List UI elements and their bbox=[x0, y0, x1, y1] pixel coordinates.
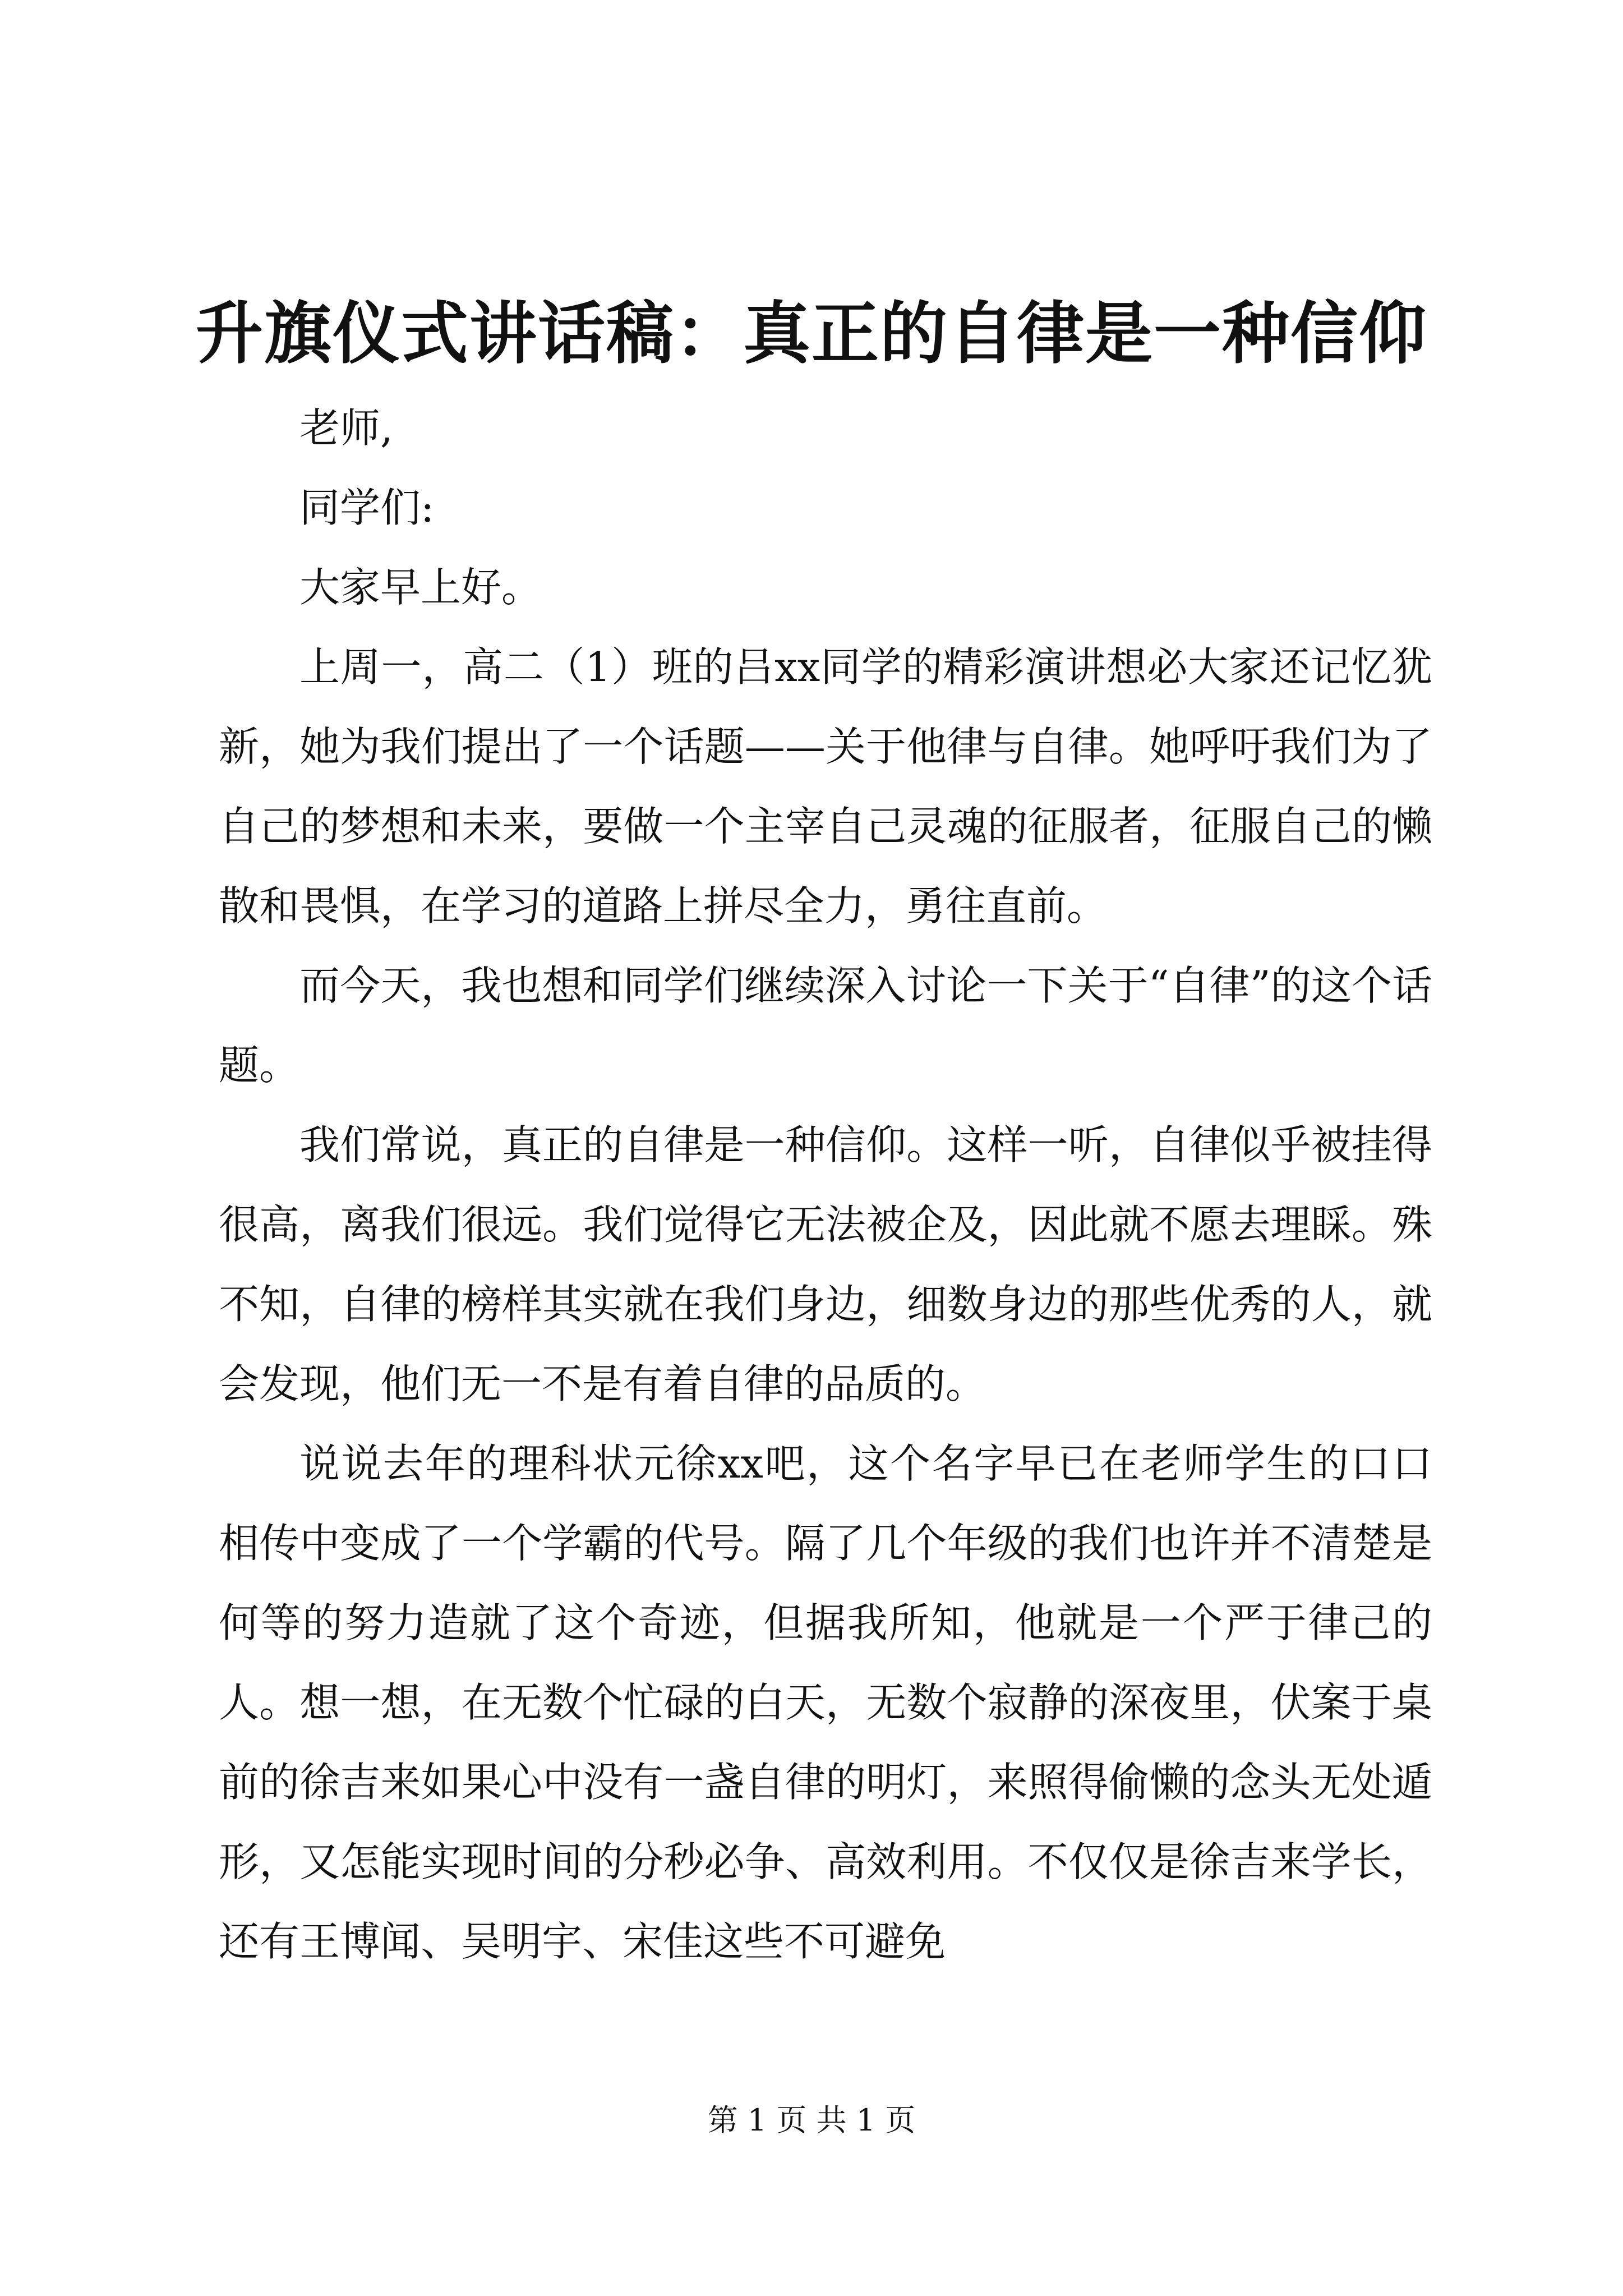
body-paragraph: 我们常说，真正的自律是一种信仰。这样一听，自律似乎被挂得很高，离我们很远。我们觉得它无法被企及，因此就不愿去理睬。殊不知，自律的榜样其实就在我们身边，细数身边的那些优秀的人，就会发现，他们无一不是有着自律的品质的。 bbox=[219, 1121, 1432, 1407]
body-paragraph: 上周一，高二（1）班的吕xx同学的精彩演讲想必大家还记忆犹新，她为我们提出了一个话题——关于他律与自律。她呼吁我们为了自己的梦想和未来，要做一个主宰自己灵魂的征服者，征服自己的懒散和畏惧，在学习的道路上拼尽全力，勇往直前。 bbox=[219, 643, 1432, 930]
salutation-teachers: 老师, bbox=[299, 404, 393, 452]
page-number-footer: 第 1 页 共 1 页 bbox=[707, 2102, 916, 2138]
document-body bbox=[219, 388, 1432, 1981]
greeting-paragraph: 大家早上好。 bbox=[299, 564, 542, 611]
body-paragraph: 说说去年的理科状元徐xx吧，这个名字早已在老师学生的口口相传中变成了一个学霸的代号。隔了几个年级的我们也许并不清楚是何等的努力造就了这个奇迹，但据我所知，他就是一个严于律己的人。想一想，在无数个忙碌的白天，无数个寂静的深夜里，伏案于桌前的徐吉来如果心中没有一盏自律的明灯，来照得偷懒的念头无处遁形，又怎能实现时间的分秒必争、高效利用。不仅仅是徐吉来学长，还有王博闻、吴明宇、宋佳这些不可避免 bbox=[219, 1440, 1432, 1965]
body-paragraph: 而今天，我也想和同学们继续深入讨论一下关于“自律”的这个话题。 bbox=[219, 962, 1432, 1089]
salutation-students: 同学们: bbox=[299, 484, 435, 531]
document-title: 升旗仪式讲话稿：真正的自律是一种信仰 bbox=[196, 294, 1427, 373]
